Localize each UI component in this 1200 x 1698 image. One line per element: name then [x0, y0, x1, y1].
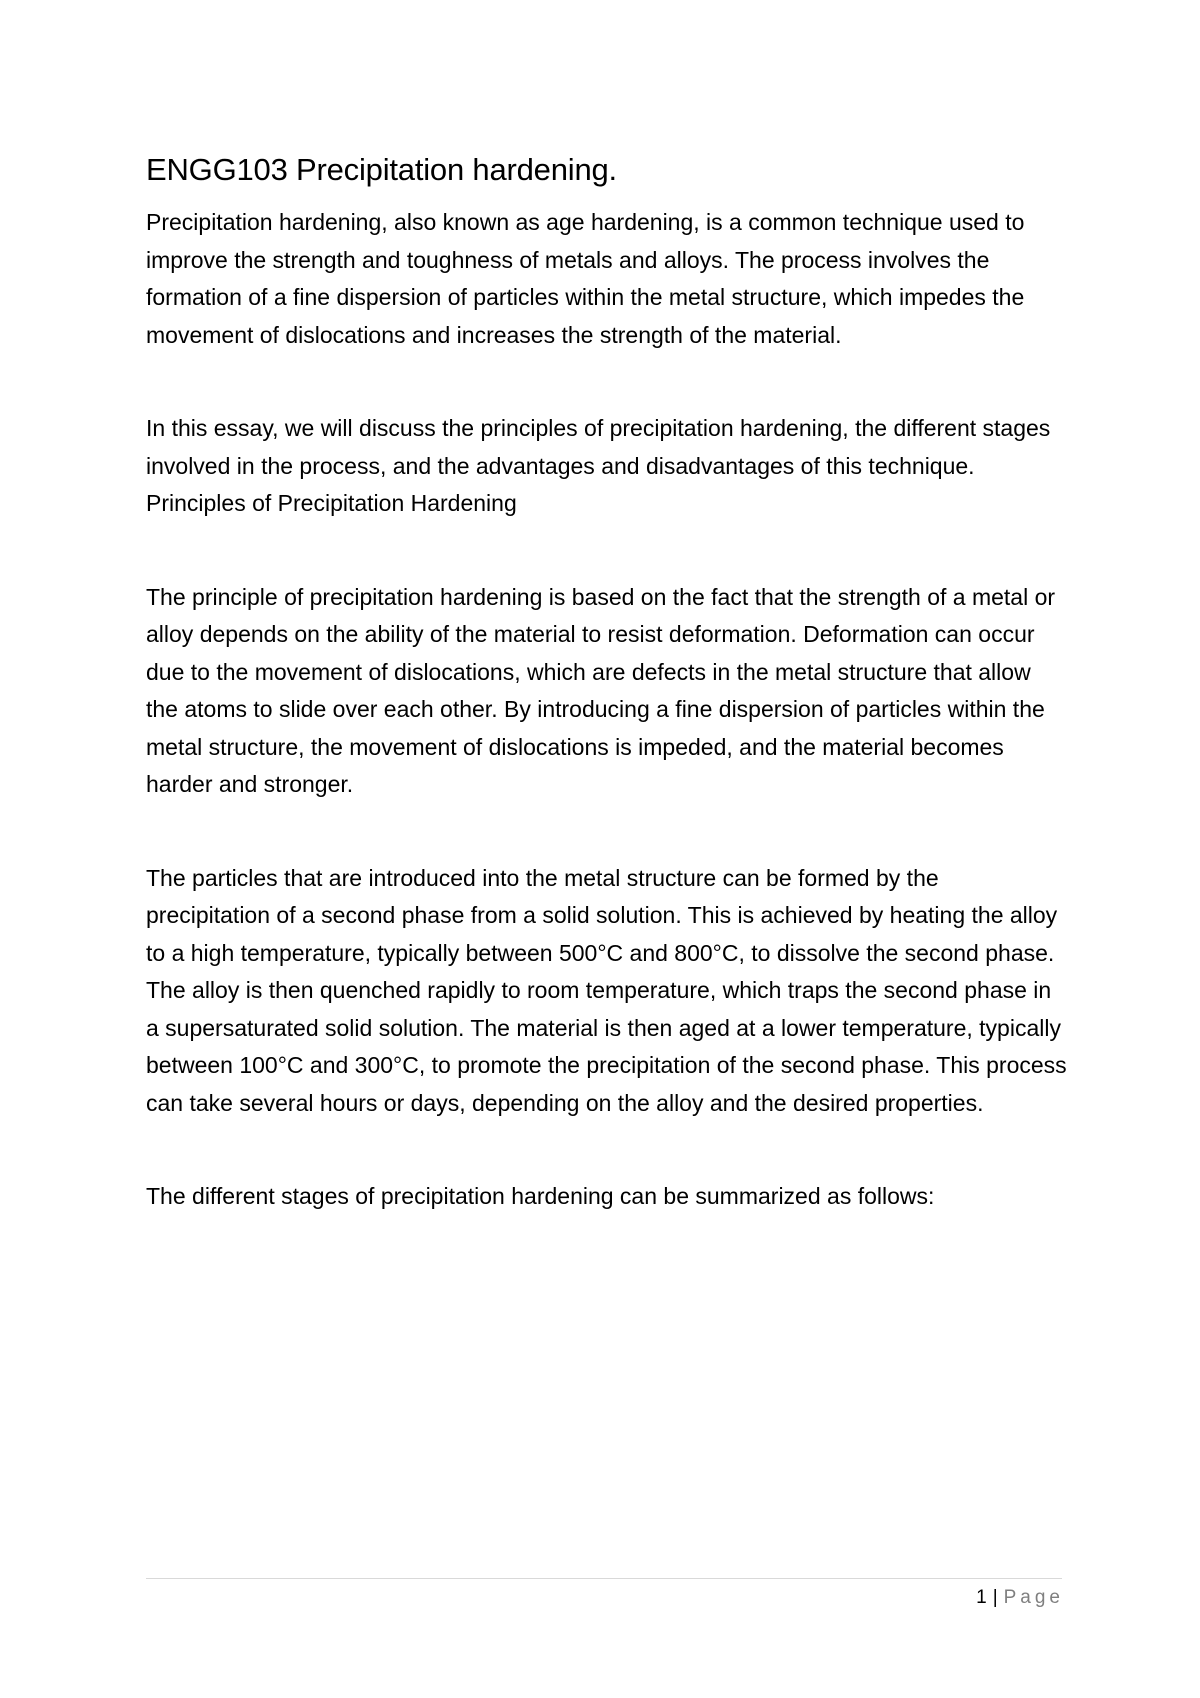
- intro-paragraph: Precipitation hardening, also known as age hardening, is a common technique used to improve the strength and toughness of metals and alloys. The process involves the formation of a fine dispersion of particles within the metal structure, which impedes the movement of dislocations and increases the strength of the material.: [146, 209, 1025, 348]
- page-label: Page: [1003, 1587, 1064, 1608]
- document-body: [146, 150, 1068, 1216]
- principle-paragraph: The principle of precipitation hardening is based on the fact that the strength of a metal or alloy depends on the ability of the material to resist deformation. Deformation can occur due to the movement of dislocations, which are defects in the metal structure that allow the atoms to slide over each other. By introducing a fine dispersion of particles within the metal structure, the movement of dislocations is impeded, and the material becomes harder and stronger.: [146, 583, 1056, 797]
- page-footer: [976, 1586, 1064, 1610]
- page-number: 1: [976, 1587, 987, 1608]
- section-heading-principles: Principles of Precipitation Hardening: [146, 490, 517, 516]
- particles-paragraph: The particles that are introduced into the metal structure can be formed by the precipitation of a second phase from a solid solution. This is achieved by heating the alloy to a high temperature, typically between 500°C and 800°C, to dissolve the second phase. The alloy is then quenched rapidly to room temperature, which traps the second phase in a supersaturated solid solution. The material is then aged at a lower temperature, typically between 100°C and 300°C, to promote the precipitation of the second phase. This process can take several hours or days, depending on the alloy and the desired properties.: [146, 864, 1067, 1116]
- document-title: ENGG103 Precipitation hardening.: [146, 152, 617, 187]
- essay-scope-paragraph: In this essay, we will discuss the principles of precipitation hardening, the different stages involved in the process, and the advantages and disadvantages of this technique.: [146, 415, 1051, 479]
- stages-intro-paragraph: The different stages of precipitation hardening can be summarized as follows:: [146, 1183, 935, 1209]
- footer-divider: [146, 1578, 1062, 1579]
- footer-separator: |: [992, 1587, 998, 1608]
